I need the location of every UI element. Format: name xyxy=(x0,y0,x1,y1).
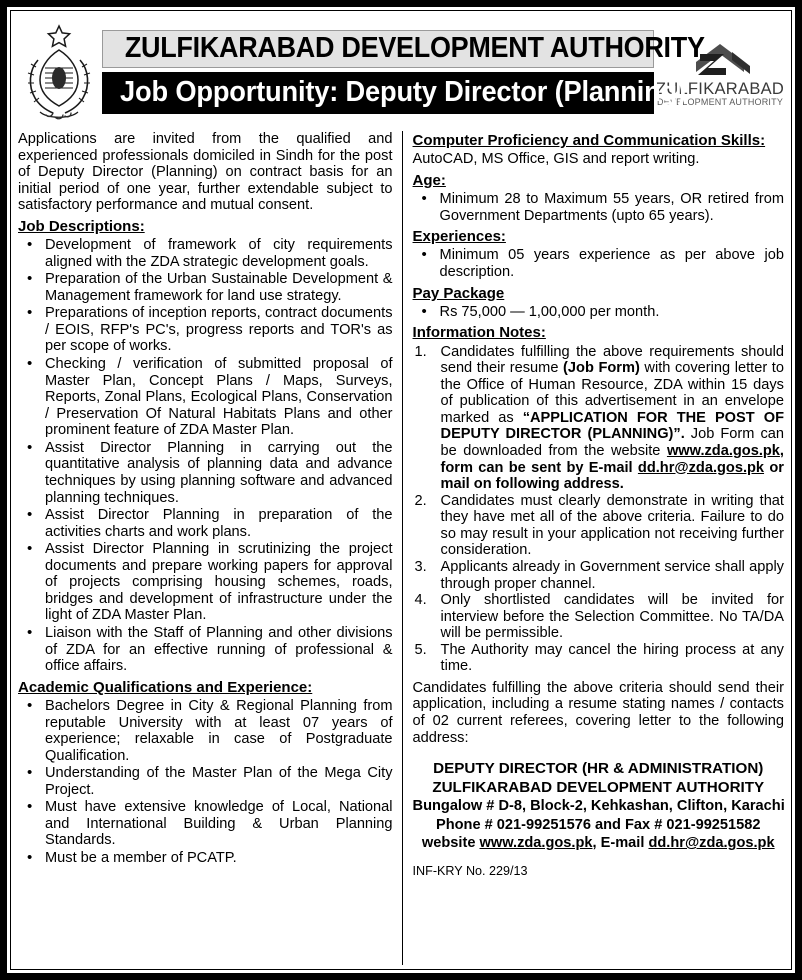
list-item: • Assist Director Planning in scrutinizing the project documents and prepare working papers for approval of projects comprising housing schemes, roads, bridges and development of infrastructure under the light of ZDA Master Plan. xyxy=(43,541,393,624)
note-1-email-label: form can be sent by E-mail xyxy=(440,459,638,476)
advertisement-columns xyxy=(18,131,784,965)
pay-package-list xyxy=(413,304,784,321)
computer-proficiency-heading: Computer Proficiency and Communication Skills: xyxy=(412,132,766,149)
government-of-sindh-emblem xyxy=(18,16,100,128)
list-item: The Authority may cancel the hiring process at any time. xyxy=(440,641,784,675)
list-item: • Preparation of the Urban Sustainable Development & Management framework for land use strategy. xyxy=(43,271,393,304)
list-item: • Minimum 05 years experience as per above job description. xyxy=(438,247,784,280)
academic-qualifications-list xyxy=(18,698,393,867)
list-item: • Bachelors Degree in City & Regional Planning from reputable University with at least 07 years of experience; relaxable in case of Postgraduate Qualification. xyxy=(43,698,393,764)
organization-title-banner xyxy=(102,30,705,67)
address-line-web-email xyxy=(413,834,784,852)
list-item: • Liaison with the Staff of Planning and other divisions of ZDA for an effective running of professional & office affairs. xyxy=(43,625,393,675)
list-item: • Must be a member of PCATP. xyxy=(43,850,393,867)
closing-paragraph: Candidates fulfilling the above criteria should send their application, including a resume stating names / contacts of 02 current referees, covering letter to the following address: xyxy=(412,679,784,746)
experiences-heading: Experiences: xyxy=(412,228,506,246)
job-title: Job Opportunity: Deputy Director (Planning) xyxy=(120,75,686,108)
experiences-list xyxy=(413,247,784,280)
pay-package-heading: Pay Package xyxy=(412,284,505,302)
address-line-phone-fax: Phone # 021-99251576 and Fax # 021-99251582 xyxy=(435,816,761,833)
page-title: ZULFIKARABAD DEVELOPMENT AUTHORITY xyxy=(124,32,705,65)
zda-logo-subtitle: DEVELOPMENT AUTHORITY xyxy=(656,97,784,108)
advertisement-header xyxy=(18,16,784,128)
note-1-text-a: Candidates fulfilling the above requirements should send their resume xyxy=(440,343,784,377)
zda-logo-name: ZULFIKARABAD xyxy=(655,79,785,98)
contact-address-block xyxy=(413,759,784,877)
note-1-email-link[interactable]: dd.hr@zda.gos.pk xyxy=(637,459,765,476)
inf-reference-number: INF-KRY No. 229/13 xyxy=(412,863,528,878)
note-1-text-d: or mail on following address. xyxy=(440,459,784,493)
list-item-note-1 xyxy=(413,344,784,493)
job-title-banner xyxy=(102,72,686,114)
left-column xyxy=(18,131,403,965)
advertisement-body xyxy=(10,10,792,970)
address-line-street: Bungalow # D-8, Block-2, Kehkashan, Clifton, Karachi xyxy=(412,798,785,815)
list-item: • Must have extensive knowledge of Local, National and International Building & Urban Planning Standards. xyxy=(43,799,393,849)
intro-paragraph: Applications are invited from the qualified and experienced professionals domiciled in Sindh for the post of Deputy Director (Planning) on contract basis for an initial period of one year, further extendable subject to satisfactory performance and mutual consent. xyxy=(18,131,393,214)
note-1-website-link[interactable]: www.zda.gos.pk xyxy=(666,443,780,459)
list-item: Candidates must clearly demonstrate in writing that they have met all of the above criteria. Failure to do so may result in your application not receiving further consideration. xyxy=(440,492,784,559)
note-1-text-b: with covering letter to the Office of Human Resource, ZDA within 15 days of publication of this advertisement in an envelope marked as xyxy=(440,360,784,426)
computer-proficiency-text: AutoCAD, MS Office, GIS and report writing. xyxy=(412,151,700,168)
age-list xyxy=(413,191,784,224)
email-link[interactable]: dd.hr@zda.gos.pk xyxy=(648,835,775,852)
job-descriptions-list xyxy=(18,237,393,675)
academic-qualifications-heading: Academic Qualifications and Experience: xyxy=(18,678,313,696)
job-descriptions-heading: Job Descriptions: xyxy=(18,217,145,235)
list-item: • Preparations of inception reports, contract documents / EOIS, RFP's PC's, progress reports and TOR's as per scope of works. xyxy=(43,305,393,355)
website-label: website xyxy=(421,835,480,852)
note-1-job-form: (Job Form) xyxy=(563,360,640,377)
information-notes-list xyxy=(413,344,784,675)
list-item: Only shortlisted candidates will be invited for interview before the Selection Committee. No TA/DA will be permissible. xyxy=(440,592,784,642)
list-item: • Assist Director Planning in carrying out the quantitative analysis of planning data and advance techniques by using planning software and advanced planning techniques. xyxy=(43,440,393,506)
information-notes-heading: Information Notes: xyxy=(412,324,546,342)
list-item: • Understanding of the Master Plan of the Mega City Project. xyxy=(43,765,393,798)
list-item: Applicants already in Government service shall apply through proper channel. xyxy=(440,558,784,592)
note-1-application-title: “APPLICATION FOR THE POST OF DEPUTY DIRECTOR (PLANNING)”. xyxy=(440,409,784,443)
note-1-comma: , xyxy=(779,443,784,459)
list-item: • Development of framework of city requirements aligned with the ZDA strategic development goals. xyxy=(43,237,393,270)
list-item: • Assist Director Planning in preparation of the activities charts and work plans. xyxy=(43,507,393,540)
note-1-text-c: Job Form can be downloaded from the website xyxy=(440,426,784,459)
list-item: • Checking / verification of submitted proposal of Master Plan, Concept Plans / Maps, Surveys, Reports, Zonal Plans, Ecological Plans, Conservation / Preservation Of Natural Habitats Plans and other prominent feature of ZDA Master Plan. xyxy=(43,356,393,439)
address-line-designation: DEPUTY DIRECTOR (HR & ADMINISTRATION) xyxy=(433,760,764,778)
address-line-organization: ZULFIKARABAD DEVELOPMENT AUTHORITY xyxy=(432,779,765,797)
list-item: • Minimum 28 to Maximum 55 years, OR retired from Government Departments (upto 65 years). xyxy=(438,191,784,224)
header-banners xyxy=(100,16,705,128)
list-item: • Rs 75,000 — 1,00,000 per month. xyxy=(438,304,784,321)
age-heading: Age: xyxy=(412,171,446,189)
website-link[interactable]: www.zda.gos.pk xyxy=(479,835,593,852)
right-column xyxy=(403,131,784,965)
email-label: , E-mail xyxy=(592,835,649,852)
